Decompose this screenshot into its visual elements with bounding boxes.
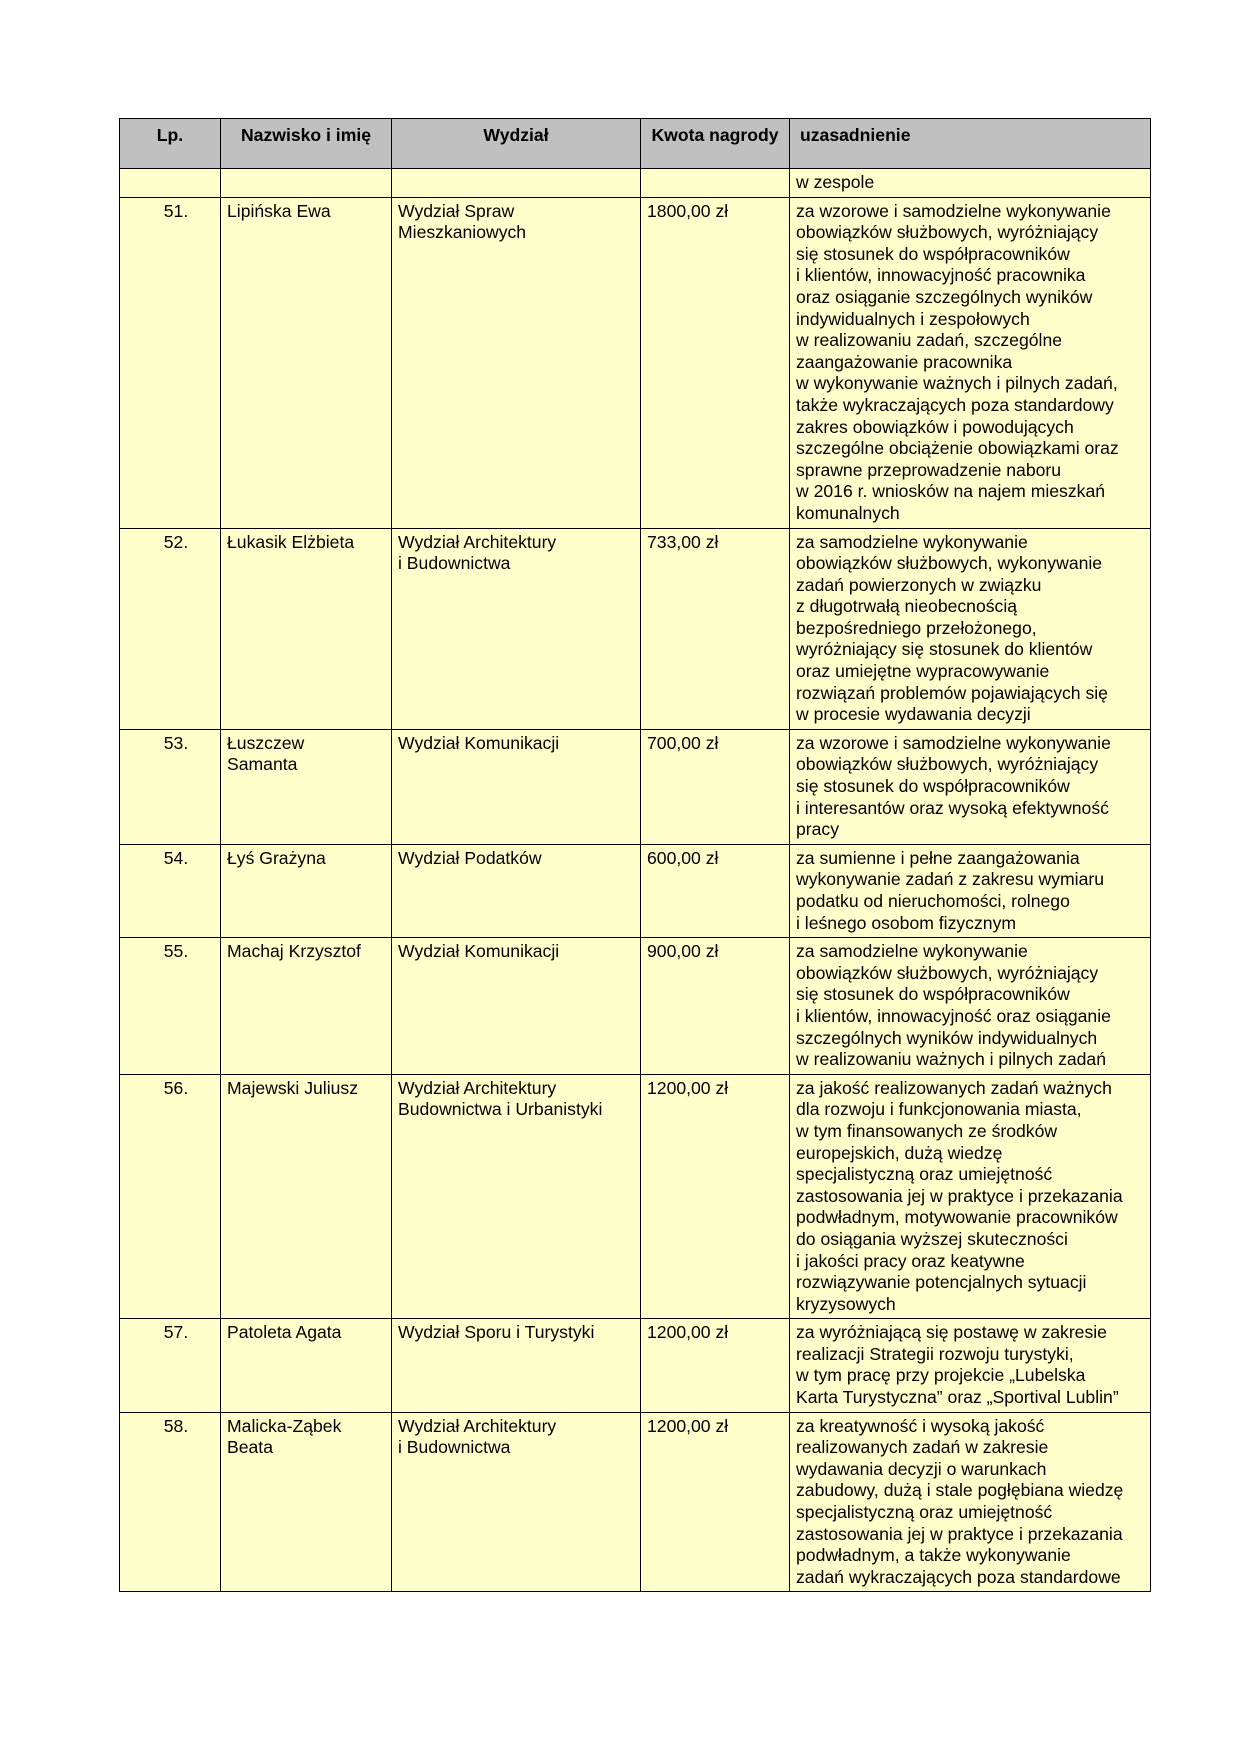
cell-lp xyxy=(120,1074,221,1319)
cell-reason xyxy=(790,1074,1151,1319)
cell-amount-text: 1200,00 zł xyxy=(647,1322,729,1343)
cell-amount-text: 1800,00 zł xyxy=(647,200,729,221)
cell-name-text: Majewski Juliusz xyxy=(227,1077,359,1098)
table-row xyxy=(120,1412,1151,1592)
cell-lp xyxy=(120,1319,221,1412)
header-row xyxy=(120,119,1151,169)
cell-amount xyxy=(641,729,790,844)
cell-reason-text: za wzorowe i samodzielne wykonywanie obowiązków służbowych, wyróżniający się stosunek do współpracowników i interesantów oraz wysoką efektywność pracy xyxy=(796,732,1111,840)
cell-lp xyxy=(120,197,221,528)
table-row xyxy=(120,528,1151,729)
table-row xyxy=(120,1319,1151,1412)
cell-department-text: Wydział Architektury i Budownictwa xyxy=(398,531,557,574)
cell-lp xyxy=(120,528,221,729)
cell-department-text: Wydział Spraw Mieszkaniowych xyxy=(398,200,527,243)
cell-amount xyxy=(641,1074,790,1319)
table-row xyxy=(120,729,1151,844)
cell-lp-text: 58. xyxy=(163,1415,189,1436)
cell-department xyxy=(392,169,641,198)
cell-amount xyxy=(641,844,790,937)
cell-name xyxy=(221,938,392,1075)
header-amount: Kwota nagrody xyxy=(641,119,790,169)
cell-lp xyxy=(120,1412,221,1592)
cell-amount xyxy=(641,169,790,198)
cell-lp-text: 53. xyxy=(163,732,189,753)
cell-lp-text: 56. xyxy=(163,1077,189,1098)
cell-department-text: Wydział Komunikacji xyxy=(398,941,560,962)
cell-lp-text: 54. xyxy=(163,847,189,868)
cell-department xyxy=(392,1412,641,1592)
cell-name xyxy=(221,1319,392,1412)
cell-amount-text: 600,00 zł xyxy=(647,847,719,868)
cell-department-text: Wydział Architektury Budownictwa i Urbanistyki xyxy=(398,1077,603,1120)
awards-table xyxy=(119,118,1151,1592)
table-row xyxy=(120,1074,1151,1319)
cell-amount-text: 700,00 zł xyxy=(647,732,719,753)
cell-name-text: Malicka-Ząbek Beata xyxy=(227,1415,342,1458)
cell-lp xyxy=(120,844,221,937)
cell-name xyxy=(221,1412,392,1592)
cell-amount-text: 733,00 zł xyxy=(647,531,719,552)
cell-lp-text: 51. xyxy=(163,200,189,221)
cell-department xyxy=(392,1074,641,1319)
cell-department xyxy=(392,197,641,528)
cell-lp xyxy=(120,169,221,198)
cell-amount xyxy=(641,1319,790,1412)
cell-name-text: Machaj Krzysztof xyxy=(227,941,361,962)
cell-department xyxy=(392,528,641,729)
cell-reason xyxy=(790,197,1151,528)
cell-amount xyxy=(641,197,790,528)
cell-reason xyxy=(790,1412,1151,1592)
cell-name-text: Łukasik Elżbieta xyxy=(227,531,355,552)
cell-amount xyxy=(641,938,790,1075)
table-body xyxy=(120,169,1151,1592)
cell-reason xyxy=(790,844,1151,937)
cell-name xyxy=(221,1074,392,1319)
cell-reason-text: za samodzielne wykonywanie obowiązków służbowych, wyróżniający się stosunek do współpracowników i klientów, innowacyjność oraz osiąganie szczególnych wyników indywidualnych w realizowaniu ważnych i pilnych zadań xyxy=(796,941,1111,1070)
cell-reason-text: za jakość realizowanych zadań ważnych dla rozwoju i funkcjonowania miasta, w tym finansowanych ze środków europejskich, dużą wiedzę specjalistyczną oraz umiejętność zastosowania jej w praktyce i przekazania podwładnym, motywowanie pracowników do osiągania wyższej skuteczności i jakości pracy oraz keatywne rozwiązywanie potencjalnych sytuacji kryzysowych xyxy=(796,1077,1123,1314)
table-row xyxy=(120,844,1151,937)
cell-lp-text: 57. xyxy=(163,1322,189,1343)
cell-name-text: Łuszczew Samanta xyxy=(227,732,305,775)
table-row xyxy=(120,938,1151,1075)
cell-reason xyxy=(790,169,1151,198)
cell-department-text: Wydział Podatków xyxy=(398,847,542,868)
cell-amount-text: 900,00 zł xyxy=(647,941,719,962)
cell-department-text: Wydział Architektury i Budownictwa xyxy=(398,1415,557,1458)
table-row xyxy=(120,169,1151,198)
cell-reason-text: za wyróżniającą się postawę w zakresie realizacji Strategii rozwoju turystyki, w tym pracę przy projekcie „Lubelska Karta Turystyczna” oraz „Sportival Lublin” xyxy=(796,1322,1119,1408)
cell-reason-text: za samodzielne wykonywanie obowiązków służbowych, wykonywanie zadań powierzonych w związku z długotrwałą nieobecnością bezpośredniego przełożonego, wyróżniający się stosunek do klientów oraz umiejętne wypracowywanie rozwiązań problemów pojawiających się w procesie wydawania decyzji xyxy=(796,531,1108,725)
cell-amount xyxy=(641,1412,790,1592)
cell-reason xyxy=(790,729,1151,844)
cell-reason-text: za wzorowe i samodzielne wykonywanie obowiązków służbowych, wyróżniający się stosunek do współpracowników i klientów, innowacyjność pracownika oraz osiąganie szczególnych wyników indywidualnych i zespołowych w realizowaniu zadań, szczególne zaangażowanie pracownika w wykonywanie ważnych i pilnych zadań, także wykraczających poza standardowy zakres obowiązków i powodujących szczególne obciążenie obowiązkami oraz sprawne przeprowadzenie naboru w 2016 r. wniosków na najem mieszkań komunalnych xyxy=(796,200,1119,523)
cell-lp xyxy=(120,729,221,844)
cell-name-text: Lipińska Ewa xyxy=(227,200,331,221)
cell-department-text: Wydział Komunikacji xyxy=(398,732,560,753)
cell-lp xyxy=(120,938,221,1075)
header-reason: uzasadnienie xyxy=(790,119,1151,169)
cell-name-text: Patoleta Agata xyxy=(227,1322,342,1343)
cell-reason xyxy=(790,938,1151,1075)
cell-reason-text: w zespole xyxy=(796,172,875,192)
cell-reason-text: za sumienne i pełne zaangażowania wykonywanie zadań z zakresu wymiaru podatku od nieruchomości, rolnego i leśnego osobom fizycznym xyxy=(796,847,1105,933)
cell-department xyxy=(392,729,641,844)
cell-lp-text: 55. xyxy=(163,941,189,962)
header-lp: Lp. xyxy=(120,119,221,169)
cell-reason xyxy=(790,528,1151,729)
cell-name xyxy=(221,528,392,729)
cell-amount-text: 1200,00 zł xyxy=(647,1077,729,1098)
cell-reason xyxy=(790,1319,1151,1412)
cell-amount-text: 1200,00 zł xyxy=(647,1415,729,1436)
cell-department-text: Wydział Sporu i Turystyki xyxy=(398,1322,595,1343)
cell-amount xyxy=(641,528,790,729)
cell-name xyxy=(221,844,392,937)
cell-lp-text: 52. xyxy=(163,531,189,552)
cell-department xyxy=(392,1319,641,1412)
cell-name-text: Łyś Grażyna xyxy=(227,847,326,868)
cell-name xyxy=(221,169,392,198)
cell-department xyxy=(392,938,641,1075)
cell-reason-text: za kreatywność i wysoką jakość realizowanych zadań w zakresie wydawania decyzji o warunkach zabudowy, dużą i stale pogłębiana wiedzę specjalistyczną oraz umiejętność zastosowania jej w praktyce i przekazania podwładnym, a także wykonywanie zadań wykraczających poza standardowe xyxy=(796,1415,1124,1587)
cell-name xyxy=(221,197,392,528)
cell-department xyxy=(392,844,641,937)
table-row xyxy=(120,197,1151,528)
header-department: Wydział xyxy=(392,119,641,169)
header-name: Nazwisko i imię xyxy=(221,119,392,169)
cell-name xyxy=(221,729,392,844)
